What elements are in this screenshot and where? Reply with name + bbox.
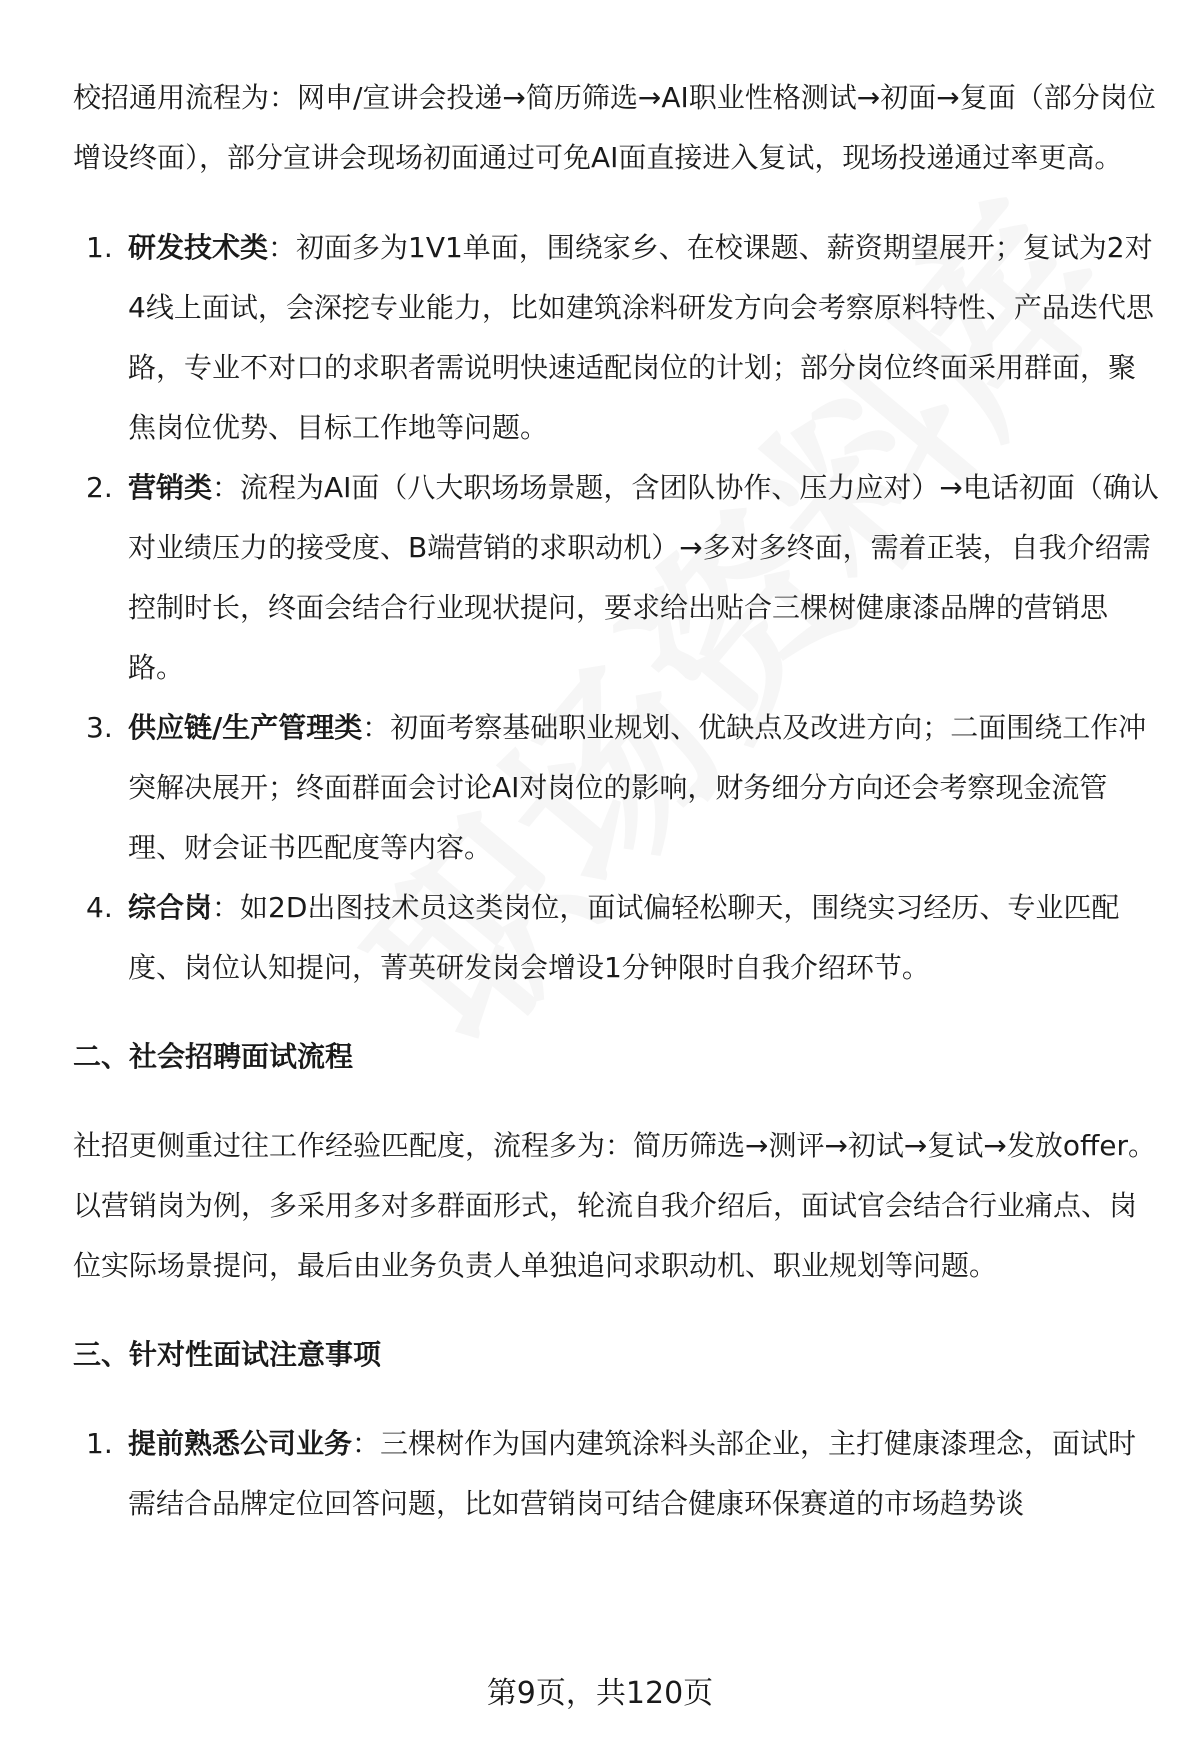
section-heading-interview-tips: 三、针对性面试注意事项 bbox=[73, 1338, 382, 1371]
document-page bbox=[73, 68, 1163, 1534]
list-item bbox=[73, 1414, 1163, 1534]
list-item bbox=[73, 218, 1163, 458]
item-text: ：初面考察基础职业规划、优缺点及改进方向；二面围绕工作冲突解决展开；终面群面会讨论AI对岗位的影响，财务细分方向还会考察现金流管理、财会证书匹配度等内容。 bbox=[128, 711, 1147, 864]
item-title: 研发技术类 bbox=[128, 231, 269, 264]
item-text: ：初面多为1V1单面，围绕家乡、在校课题、薪资期望展开；复试为2对4线上面试，会深挖专业能力，比如建筑涂料研发方向会考察原料特性、产品迭代思路，专业不对口的求职者需说明快速适配岗位的计划；部分岗位终面采用群面，聚焦岗位优势、目标工作地等问题。 bbox=[128, 231, 1154, 444]
list-number: 1. bbox=[86, 1427, 113, 1460]
list-item bbox=[73, 458, 1163, 698]
interview-tips-list bbox=[73, 1414, 1163, 1534]
item-title: 提前熟悉公司业务 bbox=[128, 1427, 353, 1460]
list-number: 3. bbox=[86, 711, 113, 744]
item-title: 综合岗 bbox=[128, 891, 213, 924]
item-text: ：如2D出图技术员这类岗位，面试偏轻松聊天，围绕实习经历、专业匹配度、岗位认知提问，菁英研发岗会增设1分钟限时自我介绍环节。 bbox=[128, 891, 1120, 984]
list-item bbox=[73, 698, 1163, 878]
item-text: ：三棵树作为国内建筑涂料头部企业，主打健康漆理念，面试时需结合品牌定位回答问题，比如营销岗可结合健康环保赛道的市场趋势谈 bbox=[128, 1427, 1137, 1520]
list-item bbox=[73, 878, 1163, 998]
section-heading-social-recruitment: 二、社会招聘面试流程 bbox=[73, 1040, 354, 1073]
social-recruitment-paragraph: 社招更侧重过往工作经验匹配度，流程多为：简历筛选→测评→初试→复试→发放offer。以营销岗为例，多采用多对多群面形式，轮流自我介绍后，面试官会结合行业痛点、岗位实际场景提问，最后由业务负责人单独追问求职动机、职业规划等问题。 bbox=[73, 1129, 1157, 1282]
list-number: 4. bbox=[86, 891, 113, 924]
list-number: 1. bbox=[86, 231, 113, 264]
item-text: ：流程为AI面（八大职场场景题，含团队协作、压力应对）→电话初面（确认对业绩压力的接受度、B端营销的求职动机）→多对多终面，需着正装，自我介绍需控制时长，终面会结合行业现状提问，要求给出贴合三棵树健康漆品牌的营销思路。 bbox=[128, 471, 1159, 684]
page-number: 第9页，共120页 bbox=[486, 1676, 714, 1711]
item-title: 供应链/生产管理类 bbox=[128, 711, 363, 744]
list-number: 2. bbox=[86, 471, 113, 504]
intro-paragraph: 校招通用流程为：网申/宣讲会投递→简历筛选→AI职业性格测试→初面→复面（部分岗位增设终面），部分宣讲会现场初面通过可免AI面直接进入复试，现场投递通过率更高。 bbox=[73, 81, 1156, 174]
item-title: 营销类 bbox=[128, 471, 213, 504]
campus-process-list bbox=[73, 218, 1163, 998]
